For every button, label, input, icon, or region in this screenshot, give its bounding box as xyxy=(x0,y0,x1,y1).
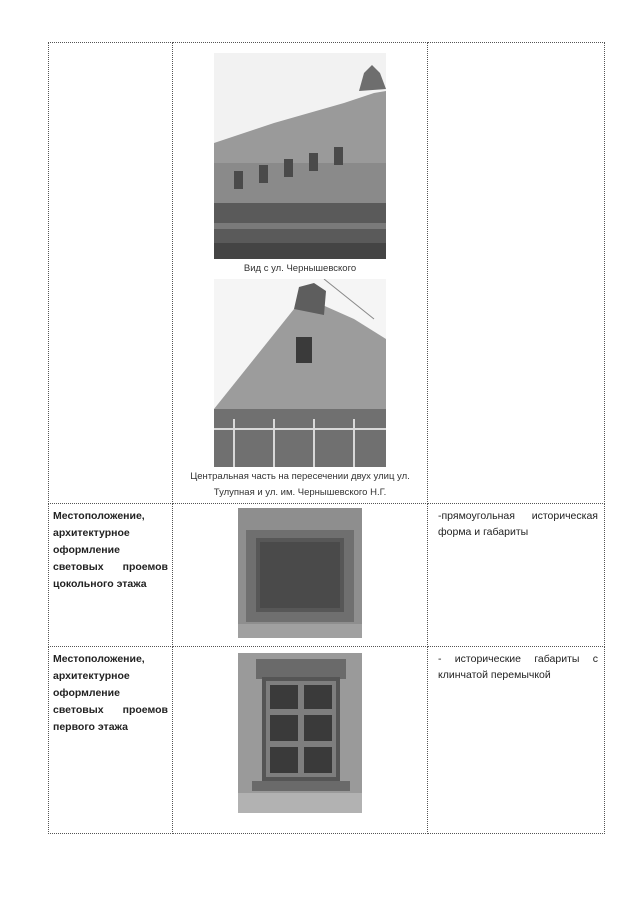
feature-text xyxy=(49,43,172,47)
feature-text: Местоположение, архитектурное оформление световых проемов первого этажа xyxy=(53,653,168,733)
table-row xyxy=(49,647,605,834)
facade-photo-corner xyxy=(214,279,386,467)
photo-caption-1: Вид с ул. Чернышевского xyxy=(243,263,357,274)
facade-photo-chernyshevsky xyxy=(214,53,386,259)
photo-caption-2: Центральная часть на пересечении двух улиц ул. Тулупная и ул. им. Чернышевского Н.Г. xyxy=(190,471,410,498)
feature-cell xyxy=(49,647,173,834)
basement-window-photo xyxy=(238,508,362,638)
description-text xyxy=(428,43,604,47)
heritage-features-table xyxy=(48,42,605,834)
photo-cell xyxy=(173,647,428,834)
feature-cell xyxy=(49,43,173,504)
photo-cell xyxy=(173,43,428,504)
description-cell xyxy=(428,504,605,647)
description-cell xyxy=(428,647,605,834)
description-cell xyxy=(428,43,605,504)
description-text: - исторические габариты с клинчатой перемычкой xyxy=(438,653,598,681)
description-text: -прямоугольная историческая форма и габариты xyxy=(438,510,598,538)
first-floor-window-photo xyxy=(238,653,362,813)
feature-cell xyxy=(49,504,173,647)
photo-cell xyxy=(173,504,428,647)
table-row xyxy=(49,43,605,504)
feature-text: Местоположение, архитектурное оформление световых проемов цокольного этажа xyxy=(53,510,168,590)
table-row xyxy=(49,504,605,647)
